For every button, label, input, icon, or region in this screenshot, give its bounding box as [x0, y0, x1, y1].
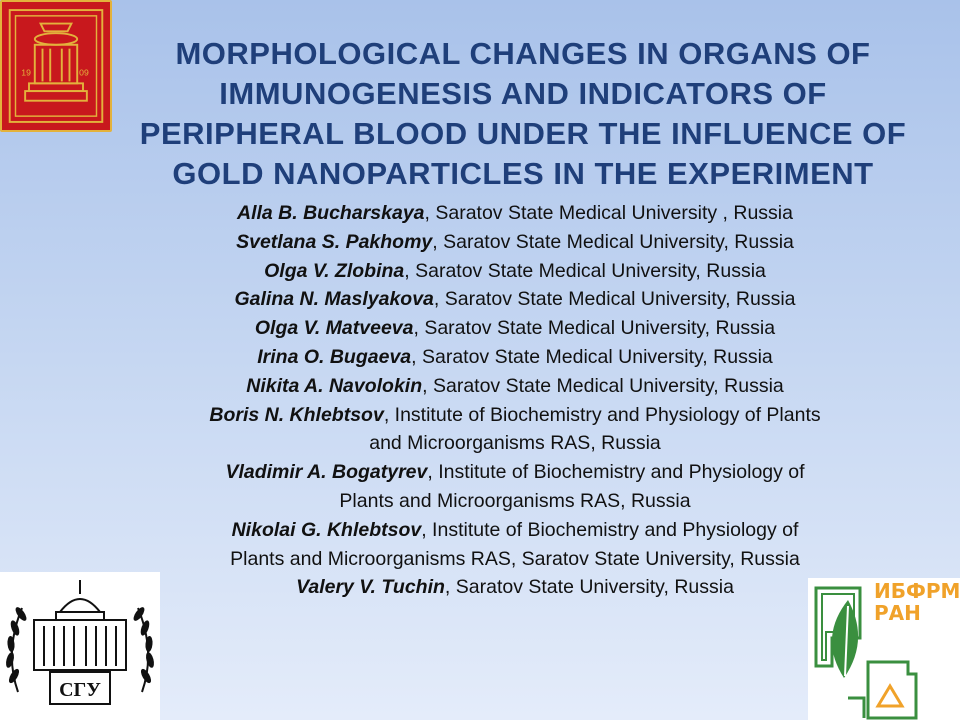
author-line [120, 458, 910, 487]
author-line [120, 314, 910, 343]
author-affiliation: , Institute of Biochemistry and Physiology of Plants [383, 403, 821, 426]
author-affiliation: , Saratov State Medical University, Russia [413, 317, 776, 340]
author-line [120, 199, 910, 228]
author-name: Nikolai G. Khlebtsov [231, 518, 422, 541]
author-name: Galina N. Maslyakova [234, 288, 434, 311]
author-affiliation-continued: Plants and Microorganisms RAS, Saratov State University, Russia [230, 547, 800, 570]
author-line [120, 372, 910, 401]
author-name: Valery V. Tuchin [296, 576, 445, 599]
ssmu-year-left: 19 [21, 67, 31, 78]
author-affiliation: , Institute of Biochemistry and Physiology of [421, 518, 799, 541]
sgu-logo-text: СГУ [59, 679, 101, 701]
title-line: MORPHOLOGICAL CHANGES IN ORGANS OF [175, 36, 871, 71]
author-affiliation: , Saratov State Medical University, Russia [432, 230, 794, 253]
author-affiliation-continued: and Microorganisms RAS, Russia [369, 432, 661, 455]
ssmu-year-right: 09 [79, 67, 89, 78]
author-affiliation-continued: Plants and Microorganisms RAS, Russia [339, 489, 691, 512]
author-affiliation: , Saratov State Medical University , Russia [424, 202, 793, 224]
author-list [120, 199, 910, 602]
title-line: GOLD NANOPARTICLES IN THE EXPERIMENT [172, 156, 874, 191]
author-line [120, 285, 910, 314]
ibppm-label-line: РАН [874, 601, 921, 625]
author-line [120, 343, 910, 372]
author-affiliation: , Saratov State Medical University, Russia [422, 374, 784, 397]
author-affiliation: , Saratov State Medical University, Russia [411, 345, 773, 368]
author-affiliation: , Saratov State Medical University, Russia [404, 259, 766, 282]
ibppm-label [874, 580, 960, 624]
author-name: Alla B. Bucharskaya [237, 202, 425, 224]
ibppm-label-line: ИБФРМ [874, 579, 960, 603]
author-name: Irina O. Bugaeva [257, 345, 412, 368]
author-affiliation: , Institute of Biochemistry and Physiology of [427, 461, 805, 484]
author-line [120, 228, 910, 257]
author-line [120, 516, 910, 545]
sgu-emblem-icon [0, 572, 160, 720]
ssmu-logo [0, 0, 112, 132]
author-name: Nikita A. Navolokin [246, 374, 423, 397]
title-line: PERIPHERAL BLOOD UNDER THE INFLUENCE OF [139, 116, 907, 151]
ssmu-emblem-icon [2, 2, 110, 130]
ibppm-logo [808, 578, 960, 720]
author-name: Boris N. Khlebtsov [209, 403, 384, 426]
title-line: IMMUNOGENESIS AND INDICATORS OF [219, 76, 827, 111]
author-name: Olga V. Matveeva [254, 317, 414, 340]
author-line [120, 401, 910, 430]
author-line [120, 573, 910, 602]
slide-title [128, 34, 918, 194]
author-name: Svetlana S. Pakhomy [236, 230, 433, 253]
author-line [120, 257, 910, 286]
author-affiliation: , Saratov State University, Russia [444, 576, 734, 599]
author-affiliation: , Saratov State Medical University, Russia [433, 288, 796, 311]
author-name: Vladimir A. Bogatyrev [225, 461, 428, 484]
sgu-logo [0, 572, 160, 720]
author-name: Olga V. Zlobina [264, 259, 405, 282]
